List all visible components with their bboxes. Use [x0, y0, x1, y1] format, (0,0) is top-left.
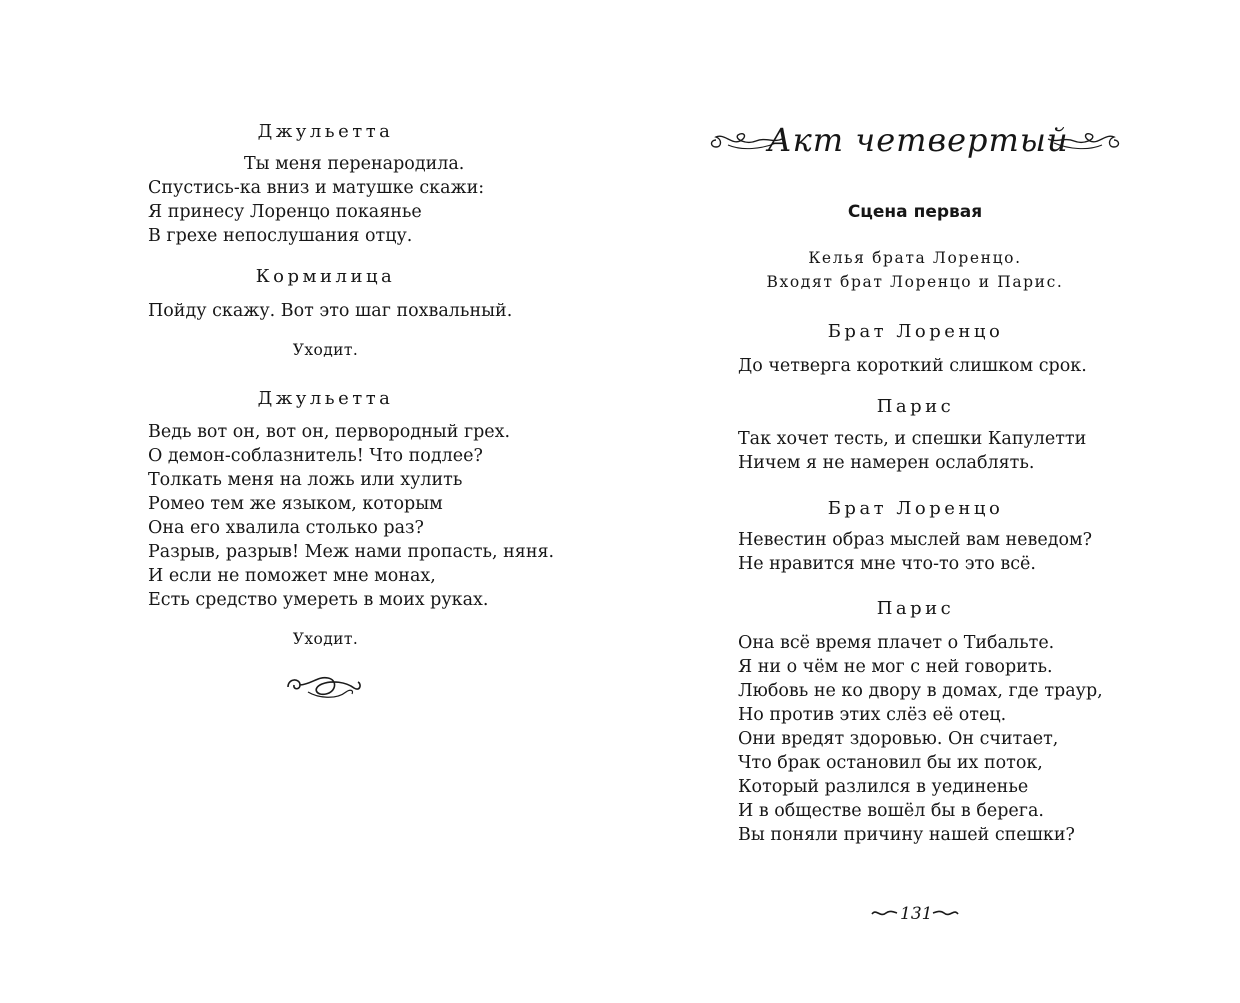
page-number-right-flourish-icon — [932, 906, 960, 920]
verse-line: Любовь не ко двору в домах, где траур, — [738, 681, 1103, 701]
speech-block-paris-1 — [738, 395, 1098, 475]
page-number-left-flourish-icon — [870, 906, 898, 920]
scene-title: Сцена первая — [847, 202, 983, 222]
verse-line: Не нравится мне что-то это всё. — [738, 554, 1036, 574]
verse-line: Что брак остановил бы их поток, — [738, 753, 1043, 773]
speech-block-juliet-2 — [148, 387, 555, 612]
verse-line: И если не поможет мне монах, — [148, 566, 436, 586]
verse-line: Но против этих слёз её отец. — [738, 705, 1007, 725]
flourish-ornament-icon — [1044, 127, 1124, 153]
stage-direction-line: Келья брата Лоренцо. — [808, 249, 1022, 267]
verse-line: Я принесу Лоренцо покаянье — [148, 202, 422, 222]
verse-line: И в обществе вошёл бы в берега. — [738, 801, 1044, 821]
speech-block-nurse — [148, 265, 513, 323]
verse-line: Ромео тем же языком, которым — [148, 494, 443, 514]
verse-line: До четверга короткий слишком срок. — [738, 356, 1087, 376]
verse-line: Спустись-ка вниз и матушке скажи: — [148, 178, 485, 198]
verse-line: Вы поняли причину нашей спешки? — [738, 825, 1075, 845]
verse-line: Есть средство умереть в моих руках. — [148, 590, 489, 610]
right-page — [620, 0, 1240, 1003]
verse-line: О демон-соблазнитель! Что подлее? — [148, 446, 483, 466]
speaker-name: Джульетта — [257, 121, 394, 142]
verse-line: Они вредят здоровью. Он считает, — [738, 729, 1059, 749]
verse-line: Ничем я не намерен ослаблять. — [738, 453, 1035, 473]
verse-line: Так хочет тесть, и спешки Капулетти — [738, 429, 1087, 449]
verse-line: Разрыв, разрыв! Меж нами пропасть, няня. — [148, 542, 555, 562]
verse-line: Пойду скажу. Вот это шаг похвальный. — [148, 301, 513, 321]
verse-line: Ведь вот он, вот он, первородный грех. — [148, 422, 511, 442]
verse-line: Я ни о чём не мог с ней говорить. — [738, 657, 1053, 677]
stage-direction: Уходит. — [292, 341, 359, 359]
verse-line: Ты меня перенародила. — [244, 154, 465, 174]
speech-block-paris-2 — [738, 597, 1118, 847]
speaker-name: Парис — [876, 396, 955, 417]
verse-line: В грехе непослушания отцу. — [148, 226, 413, 246]
flourish-ornament-icon — [284, 670, 366, 704]
stage-direction-line: Входят брат Лоренцо и Парис. — [766, 273, 1064, 291]
act-title: Акт четвертый — [767, 121, 1069, 159]
stage-direction: Уходит. — [292, 630, 359, 648]
verse-line: Невестин образ мыслей вам неведом? — [738, 530, 1093, 550]
speaker-name: Брат Лоренцо — [827, 498, 1004, 519]
verse-line: Который разлился в уединенье — [738, 777, 1029, 797]
scene-stage-direction — [738, 246, 1092, 294]
speaker-name: Джульетта — [257, 388, 394, 409]
page-number: 131 — [900, 904, 933, 924]
speech-block-lorenzo-1 — [738, 320, 1098, 378]
verse-line: Она всё время плачет о Тибальте. — [738, 633, 1055, 653]
speaker-name: Парис — [876, 598, 955, 619]
verse-line: Она его хвалила столько раз? — [148, 518, 424, 538]
speech-block-juliet-1 — [148, 120, 508, 248]
speaker-name: Кормилица — [255, 266, 396, 287]
verse-line: Толкать меня на ложь или хулить — [148, 470, 463, 490]
speech-block-lorenzo-2 — [738, 497, 1098, 576]
speaker-name: Брат Лоренцо — [827, 321, 1004, 342]
